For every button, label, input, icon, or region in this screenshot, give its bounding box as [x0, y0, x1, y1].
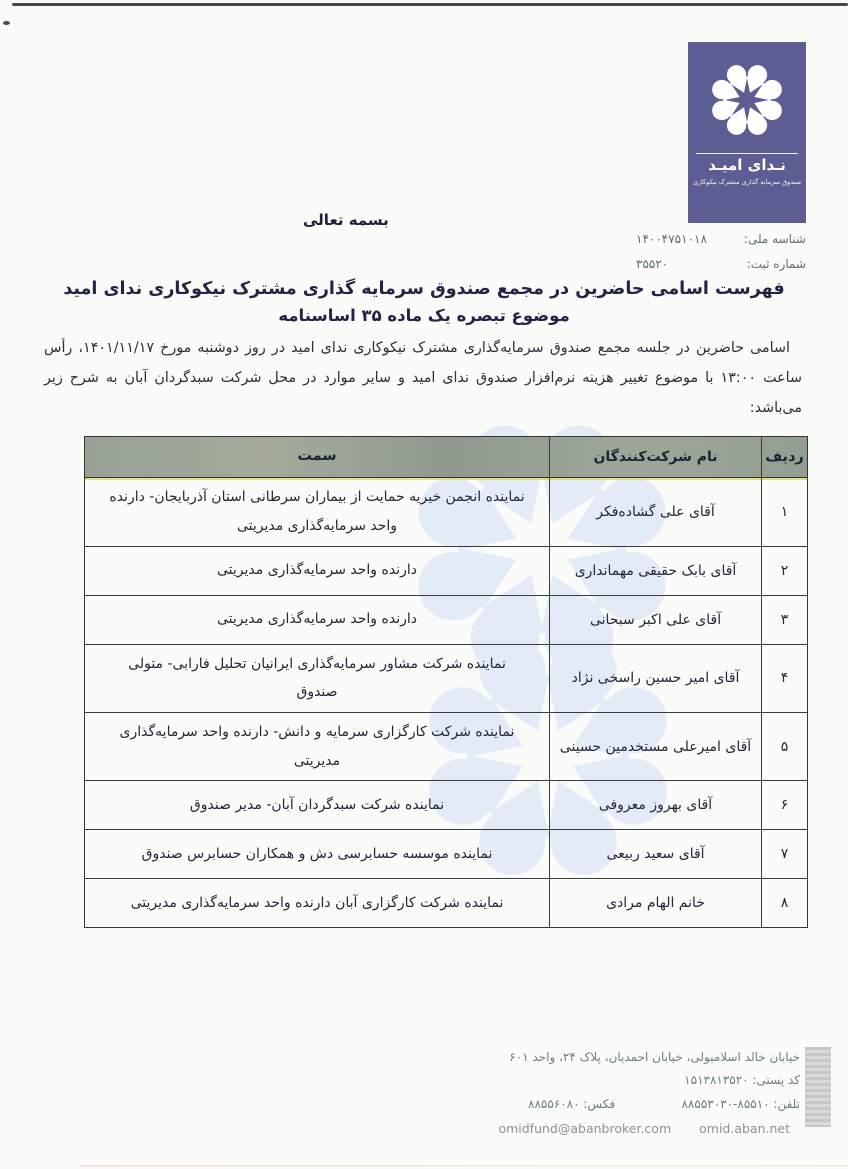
- scan-speck: [3, 21, 10, 25]
- column-header-position: سمت: [297, 448, 337, 465]
- participant-position: نماینده شرکت کارگزاری سرمایه و دانش- دارنده واحد سرمایه‌گذاری مدیریتی: [119, 724, 515, 769]
- fax-label: فکس:: [583, 1096, 616, 1111]
- email-address: omidfund@abanbroker.com: [498, 1121, 672, 1137]
- row-number: ۳: [761, 596, 807, 644]
- participant-position: دارنده واحد سرمایه‌گذاری مدیریتی: [217, 611, 417, 628]
- omid-logo: [688, 42, 806, 223]
- row-number: ۷: [761, 830, 807, 878]
- scan-edge-artifact: [805, 1047, 831, 1127]
- table-row: [85, 830, 807, 879]
- besmellah-text: بسمه تعالی: [303, 211, 389, 229]
- registration-number-label: شماره ثبت:: [746, 256, 806, 271]
- registration-info: [636, 227, 806, 276]
- row-number: ۸: [761, 879, 807, 927]
- participant-name: آقای امیرعلی مستخدمین حسینی: [549, 713, 761, 780]
- table-row: [85, 645, 807, 713]
- postal-code-value: ۱۵۱۳۸۱۳۵۲۰: [684, 1073, 749, 1088]
- participant-position: نماینده شرکت مشاور سرمایه‌گذاری ایرانیان تحلیل فارابی- متولی صندوق: [128, 655, 506, 701]
- footer-address: خیابان خالد اسلامبولی، خیابان احمدیان، پلاک ۲۴، واحد ۶۰۱: [509, 1050, 800, 1064]
- participant-name: آقای بابک حقیقی مهمانداری: [549, 547, 761, 595]
- row-number: ۱: [761, 478, 807, 545]
- column-header-row-number: ردیف: [761, 437, 807, 477]
- table-row: [85, 596, 807, 645]
- row-number: ۴: [761, 645, 807, 712]
- postal-code-label: کد پستی:: [752, 1073, 800, 1088]
- participant-name: آقای علی اکبر سبحانی: [549, 596, 761, 644]
- scan-edge-line: [12, 3, 848, 6]
- participant-position: نماینده شرکت کارگزاری آبان دارنده واحد سرمایه‌گذاری مدیریتی: [130, 895, 504, 912]
- table-row: [85, 781, 807, 830]
- document-title: فهرست اسامی حاضرین در مجمع صندوق سرمایه گذاری مشترک نیکوکاری ندای امید: [63, 279, 785, 299]
- table-row: [85, 713, 807, 781]
- column-header-participant-name: نام شرکت‌کنندگان: [549, 437, 761, 477]
- registration-number-line: [636, 252, 806, 277]
- row-number: ۶: [761, 781, 807, 829]
- table-row: [85, 478, 807, 546]
- logo-divider: [696, 153, 797, 154]
- row-number: ۲: [761, 547, 807, 595]
- participant-name: آقای علی گشاده‌فکر: [549, 478, 761, 545]
- scan-bottom-artifact: [80, 1165, 848, 1167]
- participant-position: نماینده انجمن خیریه حمایت از بیماران سرطانی استان آذربایجان- دارنده واحد سرمایه‌گذاری مدیریتی: [109, 489, 525, 535]
- website-url: omid.aban.net: [699, 1121, 790, 1137]
- participant-name: آقای سعید ربیعی: [549, 830, 761, 878]
- footer-contact-block: [498, 1046, 800, 1142]
- participant-name: آقای بهروز معروفی: [549, 781, 761, 829]
- logo-name: نـدای امیـد: [708, 156, 786, 174]
- logo-subtitle: صندوق سرمایه گذاری مشترک نیکوکاری: [692, 177, 802, 186]
- national-id-label: شناسه ملی:: [743, 232, 806, 246]
- registration-number-value: ۳۵۵۲۰: [636, 256, 669, 271]
- footer-phone-line: [528, 1093, 800, 1116]
- participant-name: خانم الهام مرادی: [549, 879, 761, 927]
- participant-name: آقای امیر حسین راسخی نژاد: [549, 645, 761, 712]
- participant-position: نماینده شرکت سبدگردان آبان- مدیر صندوق: [189, 797, 445, 814]
- row-number: ۵: [761, 713, 807, 780]
- table-header-row: [85, 437, 807, 478]
- national-id-line: [636, 227, 806, 252]
- telephone-value: ۸۸۵۵۳۰۳۰-۸۵۵۱۰: [681, 1096, 770, 1111]
- fax: [528, 1093, 615, 1116]
- footer-postal-line: [528, 1069, 800, 1092]
- document-body: [0, 276, 848, 928]
- telephone-label: تلفن:: [773, 1096, 800, 1111]
- footer-web-line: [498, 1117, 800, 1141]
- table-row: [85, 547, 807, 596]
- participant-position: دارنده واحد سرمایه‌گذاری مدیریتی: [217, 562, 417, 579]
- intro-paragraph: اسامی حاضرین در جلسه مجمع صندوق سرمایه‌گذاری مشترک نیکوکاری ندای امید در روز دوشنبه مورخ ۱۴۰۱/۱۱/۱۷، رأس ساعت ۱۳:۰۰ با موضوع تغییر هزینه نرم‌افزار صندوق ندای امید و سایر موارد در محل شرکت سبدگردان آبان به شرح زیر می‌باشد:: [44, 340, 802, 416]
- national-id-value: ۱۴۰۰۴۷۵۱۰۱۸: [636, 232, 707, 246]
- participant-position: نماینده موسسه حسابرسی دش و همکاران حسابرس صندوق: [141, 846, 493, 863]
- table-row: [85, 879, 807, 927]
- document-subtitle: موضوع تبصره یک ماده ۳۵ اساسنامه: [278, 306, 570, 326]
- fax-value: ۸۸۵۵۶۰۸۰: [528, 1096, 580, 1111]
- omid-logo-mark-icon: [703, 56, 791, 144]
- telephone: [681, 1093, 800, 1116]
- attendees-table: [84, 436, 808, 928]
